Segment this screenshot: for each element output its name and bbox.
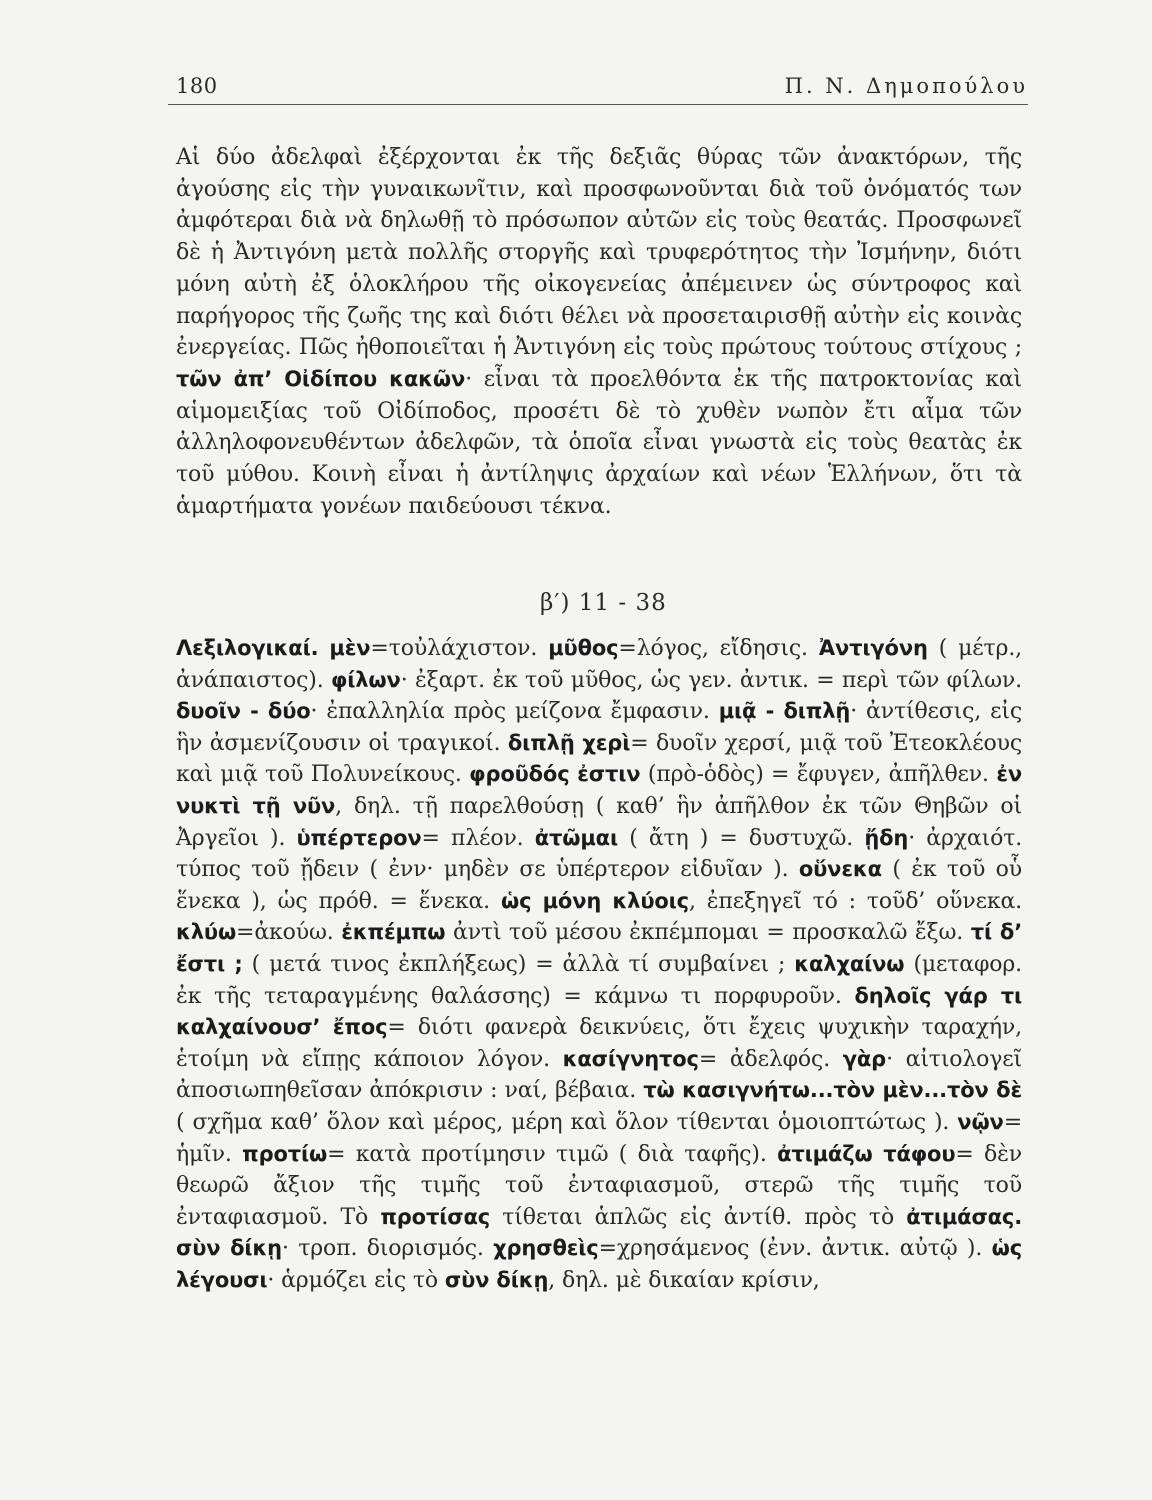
glossary-definition: , δηλ. τῇ παρελθούσῃ ( καθ’ ἣν ἀπῆλθον ἐκ τῶν Θηβῶν οἱ Ἀργεῖοι ). (176, 793, 1022, 851)
glossary-term: μὲν (329, 636, 371, 660)
glossary-term: προτίσας (380, 1204, 491, 1229)
glossary-definition: ( ἄτη ) = δυστυχῶ. (629, 825, 854, 851)
glossary-term: ὡς λέγουσι (176, 1236, 1023, 1292)
glossary-term: ᾔδη (864, 825, 909, 850)
running-head: Π. Ν. Δημοπούλου (784, 74, 1028, 98)
intro-paragraph (176, 142, 1022, 522)
glossary-term: ἀτιμάσας. (906, 1204, 1023, 1229)
glossary-definition: ἀντὶ τοῦ μέσου ἐκπέμπομαι = προσκαλῶ ἔξω. (453, 920, 964, 946)
glossary-term: ἐκπέμπω (341, 920, 446, 945)
glossary-definition: ( σχῆμα καθ’ ὅλον καὶ μέρος, μέρη καὶ ὅλον τίθενται ὁμοιοπτώτως ). (176, 1109, 950, 1135)
glossary-definition: =ἀκούω. (236, 920, 334, 946)
section-heading: β′) 11 - 38 (540, 590, 667, 616)
glossary-term: σὺν δίκῃ (176, 1236, 282, 1261)
glossary-definition: · ἐξαρτ. ἐκ τοῦ μῦθος, ὡς γεν. ἀντικ. = περὶ τῶν φίλων. (400, 667, 1022, 693)
glossary-definition: · ἐπαλληλία πρὸς μείζονα ἔμφασιν. (310, 699, 710, 725)
glossary-term: Λεξιλογικαί. (176, 636, 319, 660)
glossary-term: οὕνεκα (798, 857, 882, 882)
glossary-term: κλύω (176, 920, 237, 945)
glossary-term: μιᾷ - διπλῇ (718, 699, 851, 724)
glossary-definition: = ἀδελφός. (698, 1046, 831, 1072)
glossary-term: νῷν (957, 1109, 1004, 1134)
glossary-definition: (μεταφορ. ἐκ τῆς τεταραγμένης θαλάσσης) = κάμνω τι πορφυροῦν. (176, 951, 1022, 1009)
glossary-definition: = πλέον. (421, 825, 524, 851)
glossary-term: δηλοῖς γάρ τι καλχαίνουσ’ ἔπος (176, 983, 1023, 1040)
glossary-term: σὺν δίκῃ (444, 1267, 549, 1292)
glossary-term: Ἀντιγόνη (818, 636, 928, 660)
glossary-definition: ( μέτρ., ἀνάπαιστος). (176, 636, 1023, 693)
page-header (168, 68, 1028, 105)
glossary-definition: · ἀντίθεσις, εἰς ἣν ἀσμενίζουσιν οἱ τραγικοί. (176, 699, 1023, 756)
glossary-paragraph (176, 633, 1022, 1296)
glossary-definition: ( μετά τινος ἐκπλήξεως) = ἀλλὰ τί συμβαίνει ; (251, 951, 786, 977)
glossary-definition: (πρὸ-ὁδὸς) = ἔφυγεν, ἀπῆλθεν. (647, 762, 989, 788)
glossary-term: ἀτιμάζω τάφου (777, 1141, 956, 1166)
glossary-definition: = διότι φανερὰ δεικνύεις, ὅτι ἔχεις ψυχικὴν ταραχήν, ἑτοίμη νὰ εἴπῃς κάποιον λόγον. (176, 1015, 1022, 1072)
glossary-definition: · ἁρμόζει εἰς τὸ (267, 1267, 439, 1293)
glossary-term: ἀτῶμαι (534, 825, 618, 850)
glossary-definition: , δηλ. μὲ δικαίαν κρίσιν, (548, 1267, 820, 1293)
glossary-term: μῦθος (548, 636, 619, 660)
glossary-term: ὡς μόνη κλύοις (500, 888, 689, 913)
glossary-definition: = ἡμῖν. (176, 1109, 1023, 1167)
glossary-definition: =χρησάμενος (ἐνν. ἀντικ. αὐτῷ ). (598, 1236, 983, 1262)
glossary-definition: = κατὰ προτίμησιν τιμῶ ( διὰ ταφῆς). (327, 1141, 767, 1167)
glossary-definition: · τροπ. διορισμός. (282, 1236, 484, 1262)
glossary-term: ὑπέρτερον (296, 825, 422, 850)
glossary-term: προτίω (242, 1141, 328, 1166)
glossary-term: φροῦδός ἐστιν (469, 762, 641, 787)
intro-term: τῶν ἀπ’ Οἰδίπου κακῶν (176, 366, 466, 391)
glossary-definition: ( ἐκ τοῦ οὗ ἕνεκα ), ὡς πρόθ. = ἕνεκα. (176, 857, 1022, 914)
glossary-definition: =τοὐλάχιστον. (370, 636, 538, 661)
glossary-term: φίλων (330, 667, 401, 692)
glossary-definition: , ἐπεξηγεῖ τό : τοῦδ’ οὕνεκα. (688, 888, 1023, 914)
glossary-definition: = δὲν θεωρῶ ἄξιον τῆς τιμῆς τοῦ ἐνταφιασμοῦ, στερῶ τῆς τιμῆς τοῦ ἐνταφιασμοῦ. Τὸ (176, 1141, 1023, 1230)
intro-text: · εἶναι τὰ προελθόντα ἐκ τῆς πατροκτονίας καὶ αἱμομειξίας τοῦ Οἰδίποδος, προσέτι δὲ τὸ χυθὲν νωπὸν ἔτι αἷμα τῶν ἀλληλοφονευθέντων ἀδελφῶν, τὰ ὁποῖα εἶναι γνωστὰ εἰς τοὺς θεατὰς ἐκ τοῦ μύθου. Κοινὴ εἶναι ἡ ἀντίληψις ἀρχαίων καὶ νέων Ἑλλήνων, ὅτι τὰ ἁμαρτήματα γονέων παιδεύουσι τέκνα. (176, 366, 1022, 519)
glossary-definition: = δυοῖν χερσί, μιᾷ τοῦ Ἐτεοκλέους καὶ μιᾷ τοῦ Πολυνείκους. (176, 730, 1022, 788)
glossary-term: κασίγνητος (562, 1046, 699, 1071)
glossary-definition: · αἰτιολογεῖ ἀποσιωπηθεῖσαν ἀπόκρισιν : ναί, βέβαια. (176, 1046, 1022, 1104)
glossary-term: χρησθεὶς (493, 1236, 599, 1261)
glossary-term: ἐν νυκτὶ τῇ νῦν (176, 762, 1023, 818)
glossary-term: τὼ κασιγνήτω...τὸν μὲν...τὸν δὲ (643, 1078, 1022, 1103)
glossary-definition: τίθεται ἁπλῶς εἰς ἀντίθ. πρὸς τὸ (502, 1204, 895, 1230)
glossary-term: γὰρ (842, 1046, 887, 1071)
page-number: 180 (176, 74, 218, 98)
glossary-term: διπλῇ χερὶ (507, 730, 631, 755)
glossary-definition: · ἀρχαιότ. τύπος τοῦ ᾔδειν ( ἐνν· μηδὲν σε ὑπέρτερον εἰδυῖαν ). (176, 825, 1023, 883)
glossary-term: τί δ’ ἔστι ; (176, 920, 1023, 976)
glossary-definition: =λόγος, εἴδησις. (618, 636, 808, 661)
intro-text: Αἱ δύο ἀδελφαὶ ἐξέρχονται ἐκ τῆς δεξιᾶς θύρας τῶν ἀνακτόρων, τῆς ἀγούσης εἰς τὴν γυναικωνῖτιν, καὶ προσφωνοῦνται διὰ τοῦ ὀνόματός των ἀμφότεραι διὰ νὰ δηλωθῇ τὸ πρόσωπον αὐτῶν εἰς τοὺς θεατάς. Προσφωνεῖ δὲ ἡ Ἀντιγόνη μετὰ πολλῆς στοργῆς καὶ τρυφερότητος τὴν Ἰσμήνην, διότι μόνη αὐτὴ ἐξ ὁλοκλήρου τῆς οἰκογενείας ἀπέμεινεν ὡς σύντροφος καὶ παρήγορος τῆς ζωῆς της καὶ διότι θέλει νὰ προσεταιρισθῇ αὐτὴν εἰς κοινὰς ἐνεργείας. Πῶς ἠθοποιεῖται ἡ Ἀντιγόνη εἰς τοὺς πρώτους τούτους στίχους ; (176, 145, 1022, 361)
glossary-term: δυοῖν - δύο (176, 699, 311, 724)
glossary-term: καλχαίνω (794, 951, 905, 976)
